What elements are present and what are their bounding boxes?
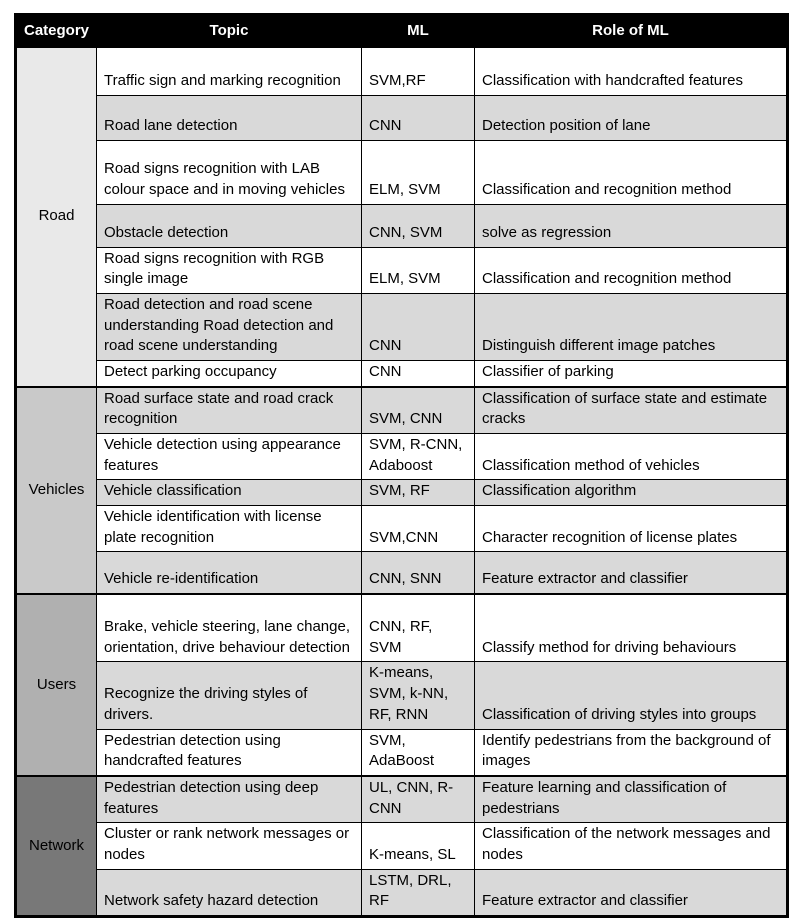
topic-cell: Network safety hazard detection xyxy=(97,869,362,916)
role-cell: Classifier of parking xyxy=(475,360,788,386)
table-row xyxy=(16,552,788,594)
category-cell-road: Road xyxy=(16,47,97,387)
table-row xyxy=(16,506,788,552)
topic-cell: Vehicle identification with license plate recognition xyxy=(97,506,362,552)
role-cell: Detection position of lane xyxy=(475,95,788,140)
role-cell: Classification and recognition method xyxy=(475,247,788,293)
table-row xyxy=(16,729,788,776)
topic-cell: Vehicle detection using appearance features xyxy=(97,434,362,480)
header-category: Category xyxy=(16,15,97,48)
ml-cell: ELM, SVM xyxy=(362,247,475,293)
ml-cell: SVM, AdaBoost xyxy=(362,729,475,776)
role-cell: Classification algorithm xyxy=(475,480,788,506)
table-row xyxy=(16,360,788,386)
topic-cell: Vehicle re-identification xyxy=(97,552,362,594)
role-cell: Classification of surface state and estimate cracks xyxy=(475,387,788,434)
table-row xyxy=(16,823,788,869)
table-row xyxy=(16,204,788,247)
ml-cell: CNN, RF, SVM xyxy=(362,594,475,662)
table-row xyxy=(16,776,788,823)
ml-cell: CNN, SNN xyxy=(362,552,475,594)
ml-cell: CNN, SVM xyxy=(362,204,475,247)
role-cell: Classification and recognition method xyxy=(475,140,788,204)
table-row xyxy=(16,95,788,140)
ml-cell: LSTM, DRL, RF xyxy=(362,869,475,916)
role-cell: Character recognition of license plates xyxy=(475,506,788,552)
table-row xyxy=(16,594,788,662)
ml-cell: SVM,RF xyxy=(362,47,475,95)
header-role-of-ml: Role of ML xyxy=(475,15,788,48)
topic-cell: Obstacle detection xyxy=(97,204,362,247)
role-cell: Classification method of vehicles xyxy=(475,434,788,480)
topic-cell: Vehicle classification xyxy=(97,480,362,506)
role-cell: Classification of the network messages and nodes xyxy=(475,823,788,869)
topic-cell: Traffic sign and marking recognition xyxy=(97,47,362,95)
category-cell-vehicles: Vehicles xyxy=(16,387,97,594)
ml-cell: ELM, SVM xyxy=(362,140,475,204)
ml-cell: SVM, R-CNN, Adaboost xyxy=(362,434,475,480)
role-cell: solve as regression xyxy=(475,204,788,247)
ml-cell: CNN xyxy=(362,360,475,386)
role-cell: Classification with handcrafted features xyxy=(475,47,788,95)
topic-cell: Recognize the driving styles of drivers. xyxy=(97,662,362,729)
topic-cell: Road detection and road scene understanding Road detection and road scene understanding xyxy=(97,293,362,360)
ml-applications-table xyxy=(14,13,789,918)
header-topic: Topic xyxy=(97,15,362,48)
role-cell: Identify pedestrians from the background of images xyxy=(475,729,788,776)
ml-cell: K-means, SVM, k-NN, RF, RNN xyxy=(362,662,475,729)
role-cell: Feature extractor and classifier xyxy=(475,869,788,916)
category-cell-network: Network xyxy=(16,776,97,917)
table-row xyxy=(16,293,788,360)
ml-cell: SVM,CNN xyxy=(362,506,475,552)
topic-cell: Pedestrian detection using deep features xyxy=(97,776,362,823)
topic-cell: Road surface state and road crack recognition xyxy=(97,387,362,434)
table-row xyxy=(16,662,788,729)
topic-cell: Pedestrian detection using handcrafted features xyxy=(97,729,362,776)
table-row xyxy=(16,869,788,916)
table-header xyxy=(16,15,788,48)
role-cell: Classification of driving styles into groups xyxy=(475,662,788,729)
role-cell: Feature learning and classification of pedestrians xyxy=(475,776,788,823)
ml-cell: CNN xyxy=(362,293,475,360)
ml-cell: SVM, CNN xyxy=(362,387,475,434)
ml-cell: K-means, SL xyxy=(362,823,475,869)
topic-cell: Detect parking occupancy xyxy=(97,360,362,386)
topic-cell: Road lane detection xyxy=(97,95,362,140)
table-row xyxy=(16,480,788,506)
header-row xyxy=(16,15,788,48)
ml-cell: SVM, RF xyxy=(362,480,475,506)
role-cell: Feature extractor and classifier xyxy=(475,552,788,594)
table-row xyxy=(16,434,788,480)
topic-cell: Road signs recognition with RGB single image xyxy=(97,247,362,293)
ml-cell: CNN xyxy=(362,95,475,140)
table-row xyxy=(16,387,788,434)
table-row xyxy=(16,247,788,293)
topic-cell: Cluster or rank network messages or nodes xyxy=(97,823,362,869)
category-cell-users: Users xyxy=(16,594,97,776)
topic-cell: Road signs recognition with LAB colour space and in moving vehicles xyxy=(97,140,362,204)
header-ml: ML xyxy=(362,15,475,48)
role-cell: Classify method for driving behaviours xyxy=(475,594,788,662)
table-row xyxy=(16,140,788,204)
ml-cell: UL, CNN, R-CNN xyxy=(362,776,475,823)
table-row xyxy=(16,47,788,95)
topic-cell: Brake, vehicle steering, lane change, orientation, drive behaviour detection xyxy=(97,594,362,662)
role-cell: Distinguish different image patches xyxy=(475,293,788,360)
